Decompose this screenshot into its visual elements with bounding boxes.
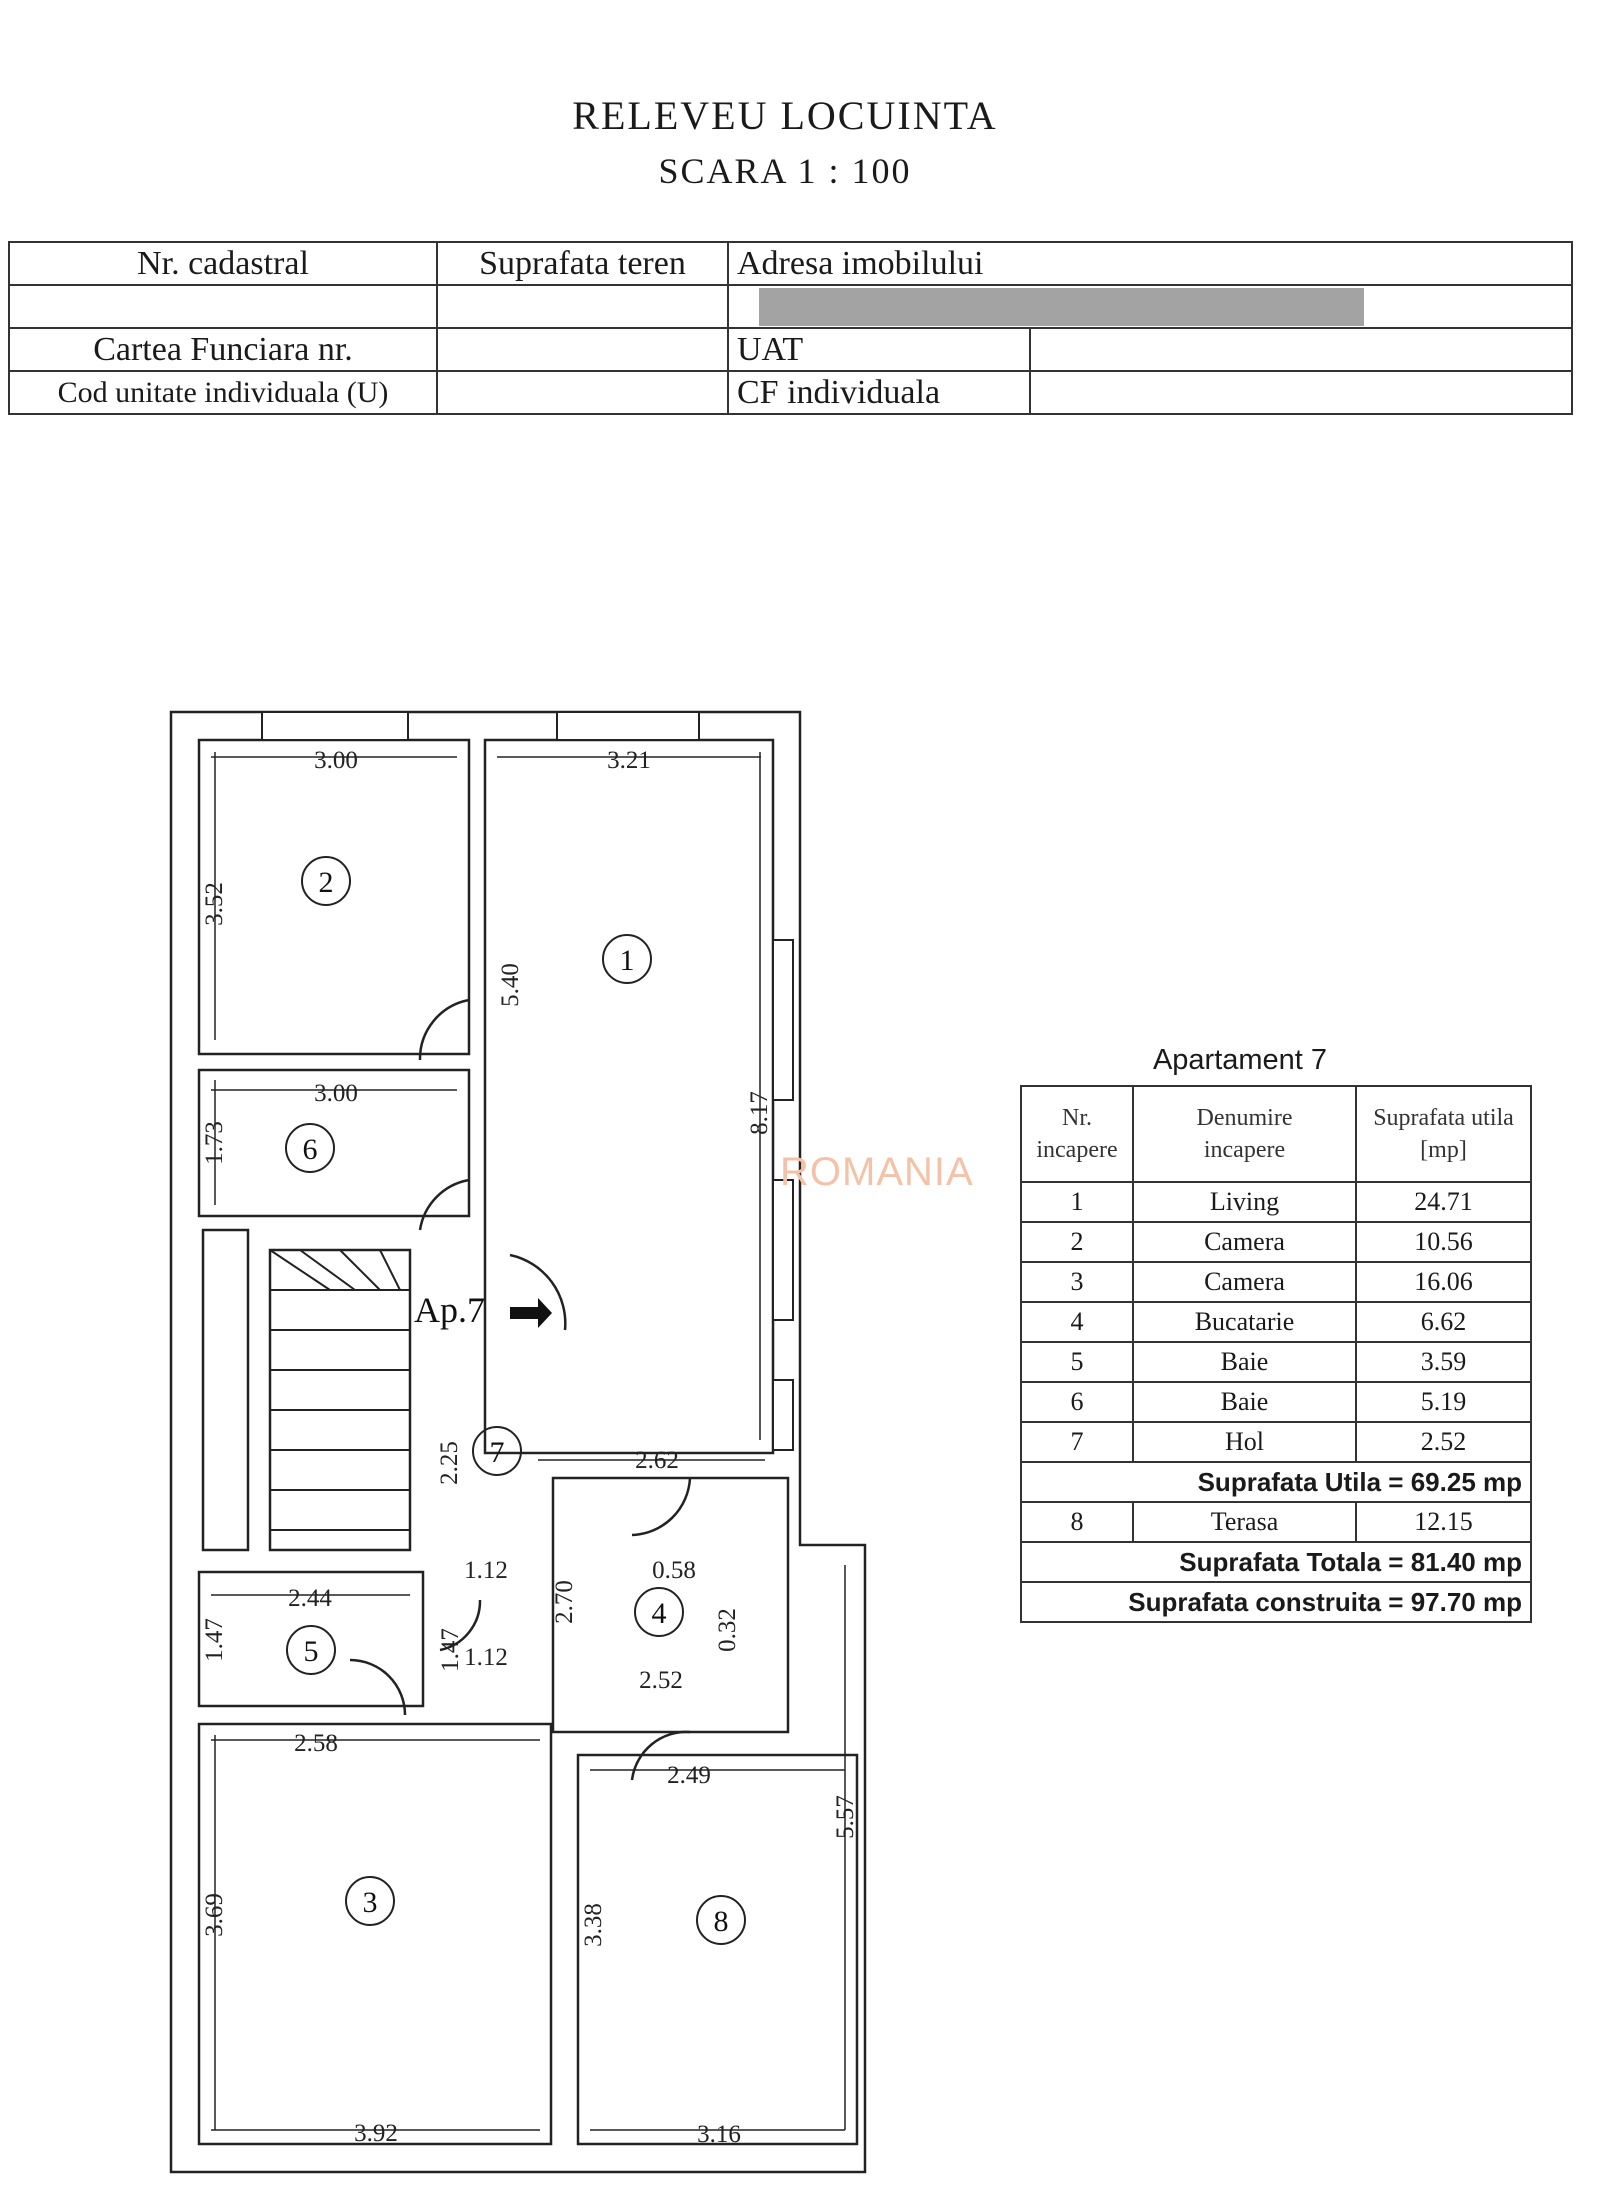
row-area: 24.71: [1356, 1182, 1531, 1222]
dim-label: 2.52: [639, 1667, 683, 1694]
adresa-label: Adresa imobilului: [728, 242, 1572, 285]
dim-label: 3.38: [580, 1903, 607, 1947]
suprafata-construita-total: Suprafata construita = 97.70 mp: [1021, 1582, 1531, 1622]
room-number: 6: [302, 1133, 318, 1166]
row-name: Camera: [1133, 1222, 1356, 1262]
cf-individuala-label: CF individuala: [728, 371, 1030, 414]
stair-treads: [270, 1250, 410, 1530]
dim-label: 2.58: [294, 1730, 338, 1757]
room-number: 3: [362, 1886, 378, 1919]
dim-label: 2.25: [436, 1441, 463, 1485]
suprafata-teren-label: Suprafata teren: [437, 242, 728, 285]
room-number: 5: [303, 1635, 319, 1668]
dim-label: 2.44: [288, 1585, 332, 1612]
plan-walls: [171, 712, 865, 2172]
page-title: RELEVEU LOCUINTA: [572, 93, 998, 138]
dim-label: 1.12: [464, 1557, 508, 1584]
row-nr: 3: [1021, 1262, 1133, 1302]
dim-label: 2.62: [635, 1447, 679, 1474]
row-nr: 4: [1021, 1302, 1133, 1342]
row-nr: 1: [1021, 1182, 1133, 1222]
uat-label: UAT: [728, 328, 1030, 371]
terasa-name: Terasa: [1133, 1502, 1356, 1542]
row-nr: 5: [1021, 1342, 1133, 1382]
row-area: 10.56: [1356, 1222, 1531, 1262]
row-nr: 7: [1021, 1422, 1133, 1462]
dim-label: 1.47: [201, 1618, 228, 1662]
row-nr: 6: [1021, 1382, 1133, 1422]
column-header: Denumire incapere: [1133, 1086, 1356, 1182]
dim-label: 0.32: [714, 1608, 741, 1652]
row-area: 3.59: [1356, 1342, 1531, 1382]
watermark-text: ROMANIA: [780, 1150, 974, 1194]
dim-label: 0.58: [652, 1557, 696, 1584]
terasa-area: 12.15: [1356, 1502, 1531, 1542]
dim-label: 5.57: [832, 1795, 859, 1839]
dim-label: 3.00: [314, 1080, 358, 1107]
dim-label: 3.00: [314, 747, 358, 774]
door-swings: [350, 1000, 690, 1780]
entrance-arrow-icon: [510, 1298, 552, 1328]
dim-label: 3.52: [201, 882, 228, 926]
room-number: 1: [619, 944, 635, 977]
row-area: 16.06: [1356, 1262, 1531, 1302]
summary-table: [1020, 1085, 1532, 1623]
row-area: 5.19: [1356, 1382, 1531, 1422]
dim-label: 2.49: [667, 1762, 711, 1789]
row-name: Baie: [1133, 1342, 1356, 1382]
terasa-nr: 8: [1021, 1502, 1133, 1542]
row-name: Camera: [1133, 1262, 1356, 1302]
row-name: Bucatarie: [1133, 1302, 1356, 1342]
dimension-lines: [211, 752, 845, 2130]
dim-label: 1.12: [464, 1644, 508, 1671]
dim-label: 3.16: [697, 2121, 741, 2148]
entrance-label: Ap.7: [414, 1290, 485, 1330]
cartea-funciara-label: Cartea Funciara nr.: [9, 328, 437, 371]
room-number: 2: [318, 866, 334, 899]
room-number: 8: [713, 1905, 729, 1938]
dim-label: 3.69: [201, 1893, 228, 1937]
row-name: Hol: [1133, 1422, 1356, 1462]
summary-title: Apartament 7: [1152, 1044, 1328, 1076]
row-area: 2.52: [1356, 1422, 1531, 1462]
dim-label: 1.47: [437, 1628, 464, 1672]
row-name: Baie: [1133, 1382, 1356, 1422]
dim-label: 8.17: [746, 1091, 773, 1135]
room-number: 7: [489, 1436, 505, 1469]
suprafata-utila-total: Suprafata Utila = 69.25 mp: [1021, 1462, 1531, 1502]
row-area: 6.62: [1356, 1302, 1531, 1342]
column-header: Nr. incapere: [1021, 1086, 1133, 1182]
room-numbers: [303, 866, 729, 1938]
dim-label: 3.21: [607, 747, 651, 774]
nr-cadastral-label: Nr. cadastral: [9, 242, 437, 285]
dim-label: 2.70: [551, 1580, 578, 1624]
dim-label: 3.92: [354, 2120, 398, 2147]
row-name: Living: [1133, 1182, 1356, 1222]
dim-label: 1.73: [201, 1121, 228, 1165]
cod-unitate-label: Cod unitate individuala (U): [9, 371, 437, 414]
suprafata-totala-total: Suprafata Totala = 81.40 mp: [1021, 1542, 1531, 1582]
dim-label: 5.40: [497, 963, 524, 1007]
column-header: Suprafata utila [mp]: [1356, 1086, 1531, 1182]
room-number: 4: [651, 1597, 667, 1630]
scale-label: SCARA 1 : 100: [658, 151, 912, 191]
row-nr: 2: [1021, 1222, 1133, 1262]
